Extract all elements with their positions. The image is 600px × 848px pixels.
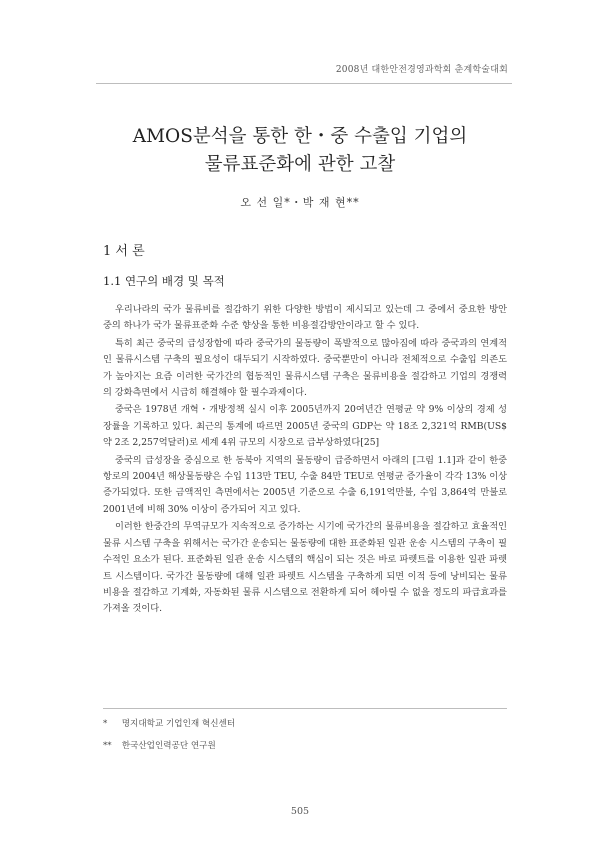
- footnotes: [103, 713, 235, 757]
- footnote-mark: **: [103, 741, 112, 751]
- running-header: 2008년 대한안전경영과학회 춘계학술대회: [335, 65, 508, 75]
- header-rule: [96, 83, 512, 84]
- authors: 오 선 일*・박 재 현**: [240, 196, 360, 209]
- footnote-text: 한국산업인력공단 연구원: [121, 741, 216, 751]
- paragraph: 중국은 1978년 개혁・개방정책 실시 이후 2005년까지 20여년간 연평균 약 9% 이상의 경제 성장률을 기록하고 있다. 최근의 통계에 따르면 2005년 중국의 GDP는 약 18조 2,321억 RMB(US$ 약 2조 2,257억달러)로 세계 4위 규모의 시장으로 급부상하였다[25]: [103, 404, 507, 449]
- footnote-text: 명지대학교 기업인재 혁신센터: [121, 719, 236, 729]
- paper-title-line-2: 물류표준화에 관한 고찰: [204, 154, 396, 175]
- footnote-item: [103, 735, 235, 757]
- footnote-rule: [103, 708, 507, 709]
- paragraph: 특히 최근 중국의 급성장함에 따라 중국가의 물동량이 폭발적으로 많아짐에 따라 중국과의 연계적인 물류시스템 구축의 필요성이 대두되기 시작하였다. 중국뿐만이 아니라 전체적으로 수출입 의존도가 높아지는 요즘 이러한 국가간의 협동적인 물류시스템 구축은 물류비용을 절감하고 기업의 경쟁력의 강화측면에서 시급히 해결해야 할 필수과제이다.: [103, 337, 507, 399]
- footnote-mark: *: [103, 719, 108, 729]
- subsection-heading: 1.1 연구의 배경 및 목적: [103, 274, 225, 288]
- paragraph: 이러한 한중간의 무역규모가 지속적으로 증가하는 시기에 국가간의 물류비용을 절감하고 효율적인 물류 시스템 구축을 위해서는 국가간 운송되는 물동량에 대한 표준화된 일관 운송 시스템의 구축이 필수적인 요소가 된다. 표준화된 일관 운송 시스템의 핵심이 되는 것은 바로 파렛트를 이용한 일관 파렛트 시스템이다. 국가간 물동량에 대해 일관 파렛트 시스템을 구축하게 되면 이적 등에 낭비되는 물류 비용을 절감하고 기계화, 자동화된 물류 시스템으로 전환하게 되어 헤아릴 수 없을 정도의 파급효과를 가져올 것이다.: [103, 521, 507, 615]
- section-heading: 1 서 론: [103, 244, 145, 259]
- footnote-item: [103, 713, 235, 735]
- page-number: 505: [290, 806, 310, 817]
- paragraph: 중국의 급성장을 중심으로 한 동북아 지역의 물동량이 급증하면서 아래의 [그림 1.1]과 같이 한중항로의 2004년 해상물동량은 수입 113만 TEU, 수출 84만 TEU로 연평균 증가율이 각각 13% 이상 증가되었다. 또한 금액적인 측면에서는 2005년 기준으로 수출 6,191억만불, 수입 3,864억 만불로 2001년에 비해 30% 이상이 증가되어 지고 있다.: [103, 454, 507, 515]
- paper-title-line-1: AMOS분석을 통한 한・중 수출입 기업의: [132, 126, 468, 147]
- body-text: [103, 302, 507, 618]
- paragraph: 우리나라의 국가 물류비를 절감하기 위한 다양한 방법이 제시되고 있는데 그 중에서 중요한 방안 중의 하나가 국가 물류표준화 수준 향상을 통한 비용절감방안이라고 할 수 있다.: [103, 304, 507, 332]
